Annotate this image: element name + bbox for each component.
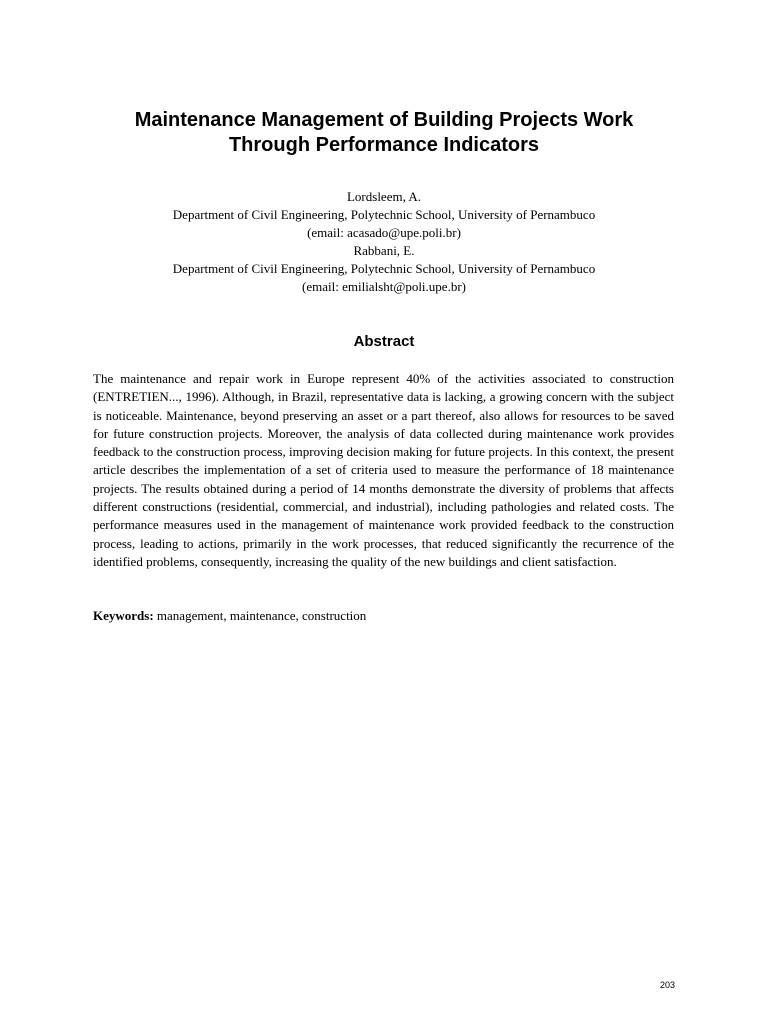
author-name: Rabbani, E. [353, 243, 415, 259]
author-affiliation: Department of Civil Engineering, Polytechnic School, University of Pernambuco [172, 207, 596, 223]
author-affiliation: Department of Civil Engineering, Polytechnic School, University of Pernambuco [172, 261, 596, 277]
paper-title [60, 108, 708, 158]
abstract-body: The maintenance and repair work in Europe represent 40% of the activities associated to construction (ENTRETIEN..., 1996). Although, in Brazil, representative data is lacking, a growing concern with the subject is noticeable. Maintenance, beyond preserving an asset or a part thereof, also allows for resources to be saved for future construction projects. Moreover, the analysis of data collected during maintenance work provides feedback to the construction process, improving decision making for future projects. In this context, the present article describes the implementation of a set of criteria used to measure the performance of 18 maintenance projects. The results obtained during a period of 14 months demonstrate the diversity of problems that affects different constructions (residential, commercial, and industrial), including pathologies and related costs. The performance measures used in the management of maintenance work provided feedback to the construction process, leading to actions, primarily in the work processes, that reduced significantly the recurrence of the identified problems, consequently, increasing the quality of the new buildings and client satisfaction. [93, 371, 674, 569]
author-block [60, 188, 708, 297]
paper-title-line-2: Through Performance Indicators [228, 134, 540, 156]
abstract-heading: Abstract [353, 333, 415, 350]
author-email: (email: emilialsht@poli.upe.br) [302, 279, 466, 295]
author-name: Lordsleem, A. [346, 189, 421, 204]
keywords-label: Keywords: [93, 608, 154, 623]
paper-title-line-1: Maintenance Management of Building Projects Work [134, 109, 634, 131]
page-number: 203 [659, 980, 675, 990]
keywords-text: management, maintenance, construction [156, 608, 367, 623]
keywords-line [93, 607, 674, 625]
author-email: (email: acasado@upe.poli.br) [307, 225, 461, 241]
